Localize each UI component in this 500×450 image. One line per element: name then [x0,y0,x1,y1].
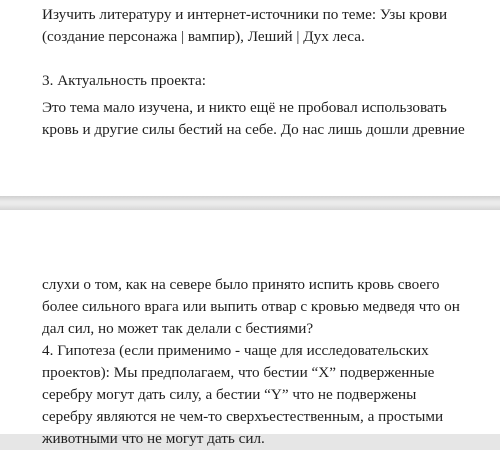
text-line: Изучить литературу и интернет-источники по теме: Узы крови [42,6,448,23]
text-line: более сильного врага или выпить отвар с кровью медведя что он [42,298,460,315]
text-line: (создание персонажа | вампир), Леший | Дух леса. [42,28,365,45]
section-heading-relevance [42,70,482,92]
text-line: 4. Гипотеза (если применимо - чаще для исследовательских [42,342,429,359]
text-line: серебру являются не чем-то сверхъестественным, а простыми [42,408,444,425]
text-line: слухи о том, как на севере было принято испить кровь своего [42,276,440,293]
paragraph-task [42,4,482,48]
heading-text: 3. Актуальность проекта: [42,72,206,89]
document-page-1 [0,0,500,196]
text-line: проектов): Мы предполагаем, что бестии “X” подверженные [42,364,435,381]
text-line: дал сил, но может так делали с бестиями? [42,320,314,337]
text-line: кровь и другие силы бестий на себе. До нас лишь дошли древние [42,121,465,138]
text-line: Это тема мало изучена, и никто ещё не пробовал использовать [42,99,447,116]
document-page-2 [0,210,500,447]
text-line: животными что не могут дать сил. [42,430,265,447]
paragraph-continued [42,274,482,340]
paragraph-relevance [42,97,482,141]
text-line: серебру могут дать силу, а бестии “Y” что не подвержены [42,386,417,403]
page-break [0,196,500,210]
